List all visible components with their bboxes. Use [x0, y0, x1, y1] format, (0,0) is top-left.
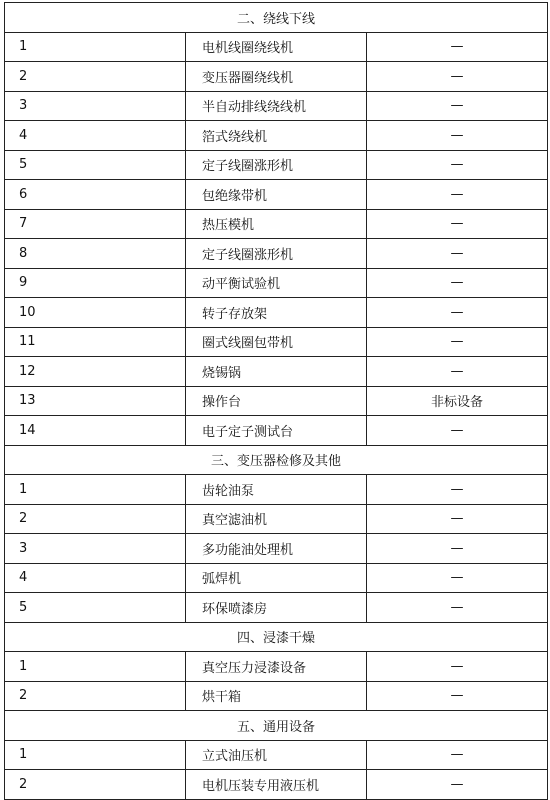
table-row [5, 327, 548, 357]
equipment-name-cell: 动平衡试验机 [186, 268, 367, 298]
table-row [5, 91, 548, 121]
table-row [5, 475, 548, 505]
row-number-cell: 2 [5, 681, 186, 711]
table-row [5, 180, 548, 210]
table-row [5, 386, 548, 416]
row-number-cell: 1 [5, 652, 186, 682]
remark-cell: — [367, 652, 548, 682]
remark-cell: — [367, 91, 548, 121]
remark-cell: — [367, 770, 548, 800]
table-row [5, 681, 548, 711]
section-title: 三、变压器检修及其他 [5, 445, 548, 475]
table-row [5, 298, 548, 328]
remark-cell: — [367, 681, 548, 711]
row-number-cell: 2 [5, 62, 186, 92]
row-number-cell: 6 [5, 180, 186, 210]
section-header-row [5, 711, 548, 741]
table-row [5, 740, 548, 770]
row-number-cell: 4 [5, 563, 186, 593]
row-number-cell: 5 [5, 150, 186, 180]
remark-cell: — [367, 32, 548, 62]
equipment-name-cell: 齿轮油泵 [186, 475, 367, 505]
remark-cell: 非标设备 [367, 386, 548, 416]
table-row [5, 563, 548, 593]
remark-cell: — [367, 357, 548, 387]
table-row [5, 357, 548, 387]
remark-cell: — [367, 62, 548, 92]
remark-cell: — [367, 150, 548, 180]
table-row [5, 416, 548, 446]
remark-cell: — [367, 563, 548, 593]
equipment-name-cell: 圈式线圈包带机 [186, 327, 367, 357]
equipment-name-cell: 多功能油处理机 [186, 534, 367, 564]
section-header-row [5, 3, 548, 33]
table-row [5, 534, 548, 564]
remark-cell: — [367, 416, 548, 446]
table-row [5, 593, 548, 623]
remark-cell: — [367, 209, 548, 239]
remark-cell: — [367, 475, 548, 505]
section-title: 五、通用设备 [5, 711, 548, 741]
row-number-cell: 1 [5, 32, 186, 62]
equipment-name-cell: 环保喷漆房 [186, 593, 367, 623]
table-row [5, 268, 548, 298]
equipment-name-cell: 热压模机 [186, 209, 367, 239]
equipment-name-cell: 烘干箱 [186, 681, 367, 711]
equipment-name-cell: 包绝缘带机 [186, 180, 367, 210]
equipment-name-cell: 箔式绕线机 [186, 121, 367, 151]
table-row [5, 239, 548, 269]
remark-cell: — [367, 593, 548, 623]
row-number-cell: 3 [5, 91, 186, 121]
table-row [5, 652, 548, 682]
section-title: 二、绕线下线 [5, 3, 548, 33]
equipment-name-cell: 定子线圈涨形机 [186, 150, 367, 180]
table-row [5, 121, 548, 151]
equipment-name-cell: 真空压力浸漆设备 [186, 652, 367, 682]
equipment-table [4, 2, 548, 800]
table-row [5, 150, 548, 180]
row-number-cell: 11 [5, 327, 186, 357]
row-number-cell: 10 [5, 298, 186, 328]
equipment-name-cell: 操作台 [186, 386, 367, 416]
row-number-cell: 3 [5, 534, 186, 564]
remark-cell: — [367, 504, 548, 534]
table-row [5, 62, 548, 92]
row-number-cell: 14 [5, 416, 186, 446]
row-number-cell: 1 [5, 475, 186, 505]
table-row [5, 209, 548, 239]
equipment-name-cell: 烧锡锅 [186, 357, 367, 387]
row-number-cell: 12 [5, 357, 186, 387]
equipment-name-cell: 电机线圈绕线机 [186, 32, 367, 62]
remark-cell: — [367, 534, 548, 564]
remark-cell: — [367, 268, 548, 298]
remark-cell: — [367, 121, 548, 151]
equipment-name-cell: 转子存放架 [186, 298, 367, 328]
table-row [5, 32, 548, 62]
row-number-cell: 7 [5, 209, 186, 239]
section-header-row [5, 445, 548, 475]
equipment-name-cell: 半自动排线绕线机 [186, 91, 367, 121]
equipment-name-cell: 定子线圈涨形机 [186, 239, 367, 269]
equipment-name-cell: 立式油压机 [186, 740, 367, 770]
row-number-cell: 2 [5, 504, 186, 534]
equipment-name-cell: 真空滤油机 [186, 504, 367, 534]
row-number-cell: 2 [5, 770, 186, 800]
row-number-cell: 1 [5, 740, 186, 770]
equipment-name-cell: 弧焊机 [186, 563, 367, 593]
remark-cell: — [367, 298, 548, 328]
remark-cell: — [367, 327, 548, 357]
remark-cell: — [367, 180, 548, 210]
row-number-cell: 9 [5, 268, 186, 298]
remark-cell: — [367, 239, 548, 269]
row-number-cell: 8 [5, 239, 186, 269]
table-row [5, 770, 548, 800]
row-number-cell: 13 [5, 386, 186, 416]
equipment-table-body [5, 3, 548, 800]
equipment-name-cell: 变压器圈绕线机 [186, 62, 367, 92]
remark-cell: — [367, 740, 548, 770]
row-number-cell: 4 [5, 121, 186, 151]
equipment-name-cell: 电机压装专用液压机 [186, 770, 367, 800]
section-title: 四、浸漆干燥 [5, 622, 548, 652]
equipment-name-cell: 电子定子测试台 [186, 416, 367, 446]
row-number-cell: 5 [5, 593, 186, 623]
section-header-row [5, 622, 548, 652]
table-row [5, 504, 548, 534]
